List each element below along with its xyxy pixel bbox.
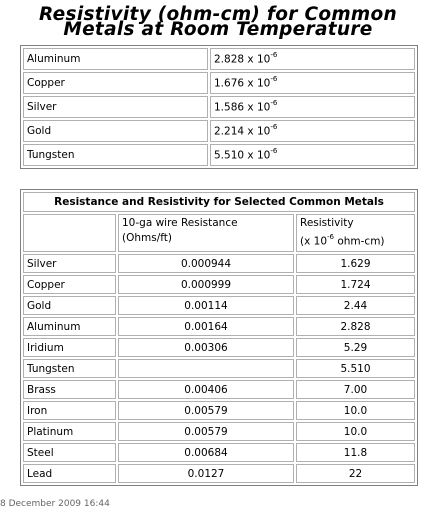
resistance-value: 0.00684 <box>118 443 294 462</box>
resistance-value: 0.00579 <box>118 422 294 441</box>
resistance-value: 0.00306 <box>118 338 294 357</box>
table-row <box>23 144 415 166</box>
resistivity-value: 2.214 x $10^{-6}$ <box>210 120 415 142</box>
resistivity-value: 5.29 <box>296 338 415 357</box>
metal-name: Iridium <box>23 338 116 357</box>
resistivity-value: 2.828 x $10^{-6}$ <box>210 48 415 70</box>
table-row <box>23 401 415 420</box>
title-line-1: Resistivity (ohm-cm) for Common <box>39 4 397 25</box>
resistivity-value: 10.0 <box>296 422 415 441</box>
header-resistivity: Resistivity (x $10^{-6}$ ohm-cm) <box>296 214 415 252</box>
metal-name: Lead <box>23 464 116 483</box>
comparison-table <box>20 189 418 486</box>
table-row <box>23 464 415 483</box>
resistance-value: 0.00406 <box>118 380 294 399</box>
resistivity-value: 1.676 x $10^{-6}$ <box>210 72 415 94</box>
metal-name: Iron <box>23 401 116 420</box>
resistivity-value: 2.44 <box>296 296 415 315</box>
resistance-value: 0.0127 <box>118 464 294 483</box>
resistivity-value: 10.0 <box>296 401 415 420</box>
metal-name: Brass <box>23 380 116 399</box>
metal-name: Silver <box>23 96 208 118</box>
table-row <box>23 422 415 441</box>
footer-timestamp: 8 December 2009 16:44 <box>0 499 110 509</box>
resistivity-value: 5.510 x $10^{-6}$ <box>210 144 415 166</box>
table-row <box>23 275 415 294</box>
table-row <box>23 359 415 378</box>
table-caption: Resistance and Resistivity for Selected Common Metals <box>23 192 415 212</box>
table-row <box>23 72 415 94</box>
resistivity-value: 1.724 <box>296 275 415 294</box>
table-row <box>23 296 415 315</box>
metal-name: Tungsten <box>23 359 116 378</box>
page-title <box>18 4 418 40</box>
metal-name: Steel <box>23 443 116 462</box>
metal-name: Gold <box>23 120 208 142</box>
table-header-row <box>23 214 415 252</box>
metal-name: Aluminum <box>23 48 208 70</box>
resistivity-value: 5.510 <box>296 359 415 378</box>
metal-name: Platinum <box>23 422 116 441</box>
metal-name: Aluminum <box>23 317 116 336</box>
table-caption-row <box>23 192 415 212</box>
resistance-value: 0.000944 <box>118 254 294 273</box>
header-metal <box>23 214 116 252</box>
table-row <box>23 254 415 273</box>
resistance-value: 0.00114 <box>118 296 294 315</box>
table-row <box>23 317 415 336</box>
resistivity-value: 1.586 x $10^{-6}$ <box>210 96 415 118</box>
table-row <box>23 338 415 357</box>
resistivity-value: 11.8 <box>296 443 415 462</box>
resistivity-value: 2.828 <box>296 317 415 336</box>
table-row <box>23 48 415 70</box>
resistance-value: 0.000999 <box>118 275 294 294</box>
resistivity-value: 7.00 <box>296 380 415 399</box>
metal-name: Gold <box>23 296 116 315</box>
metal-name: Copper <box>23 72 208 94</box>
metal-name: Copper <box>23 275 116 294</box>
table-row <box>23 380 415 399</box>
metal-name: Silver <box>23 254 116 273</box>
resistance-value: 0.00164 <box>118 317 294 336</box>
resistance-value: 0.00579 <box>118 401 294 420</box>
table-row <box>23 96 415 118</box>
resistivity-value: 1.629 <box>296 254 415 273</box>
resistivity-table <box>20 45 418 169</box>
header-resistance: 10-ga wire Resistance (Ohms/ft) <box>118 214 294 252</box>
resistance-value <box>118 359 294 378</box>
resistivity-value: 22 <box>296 464 415 483</box>
title-line-2: Metals at Room Temperature <box>63 19 373 40</box>
table-row <box>23 443 415 462</box>
metal-name: Tungsten <box>23 144 208 166</box>
table-row <box>23 120 415 142</box>
